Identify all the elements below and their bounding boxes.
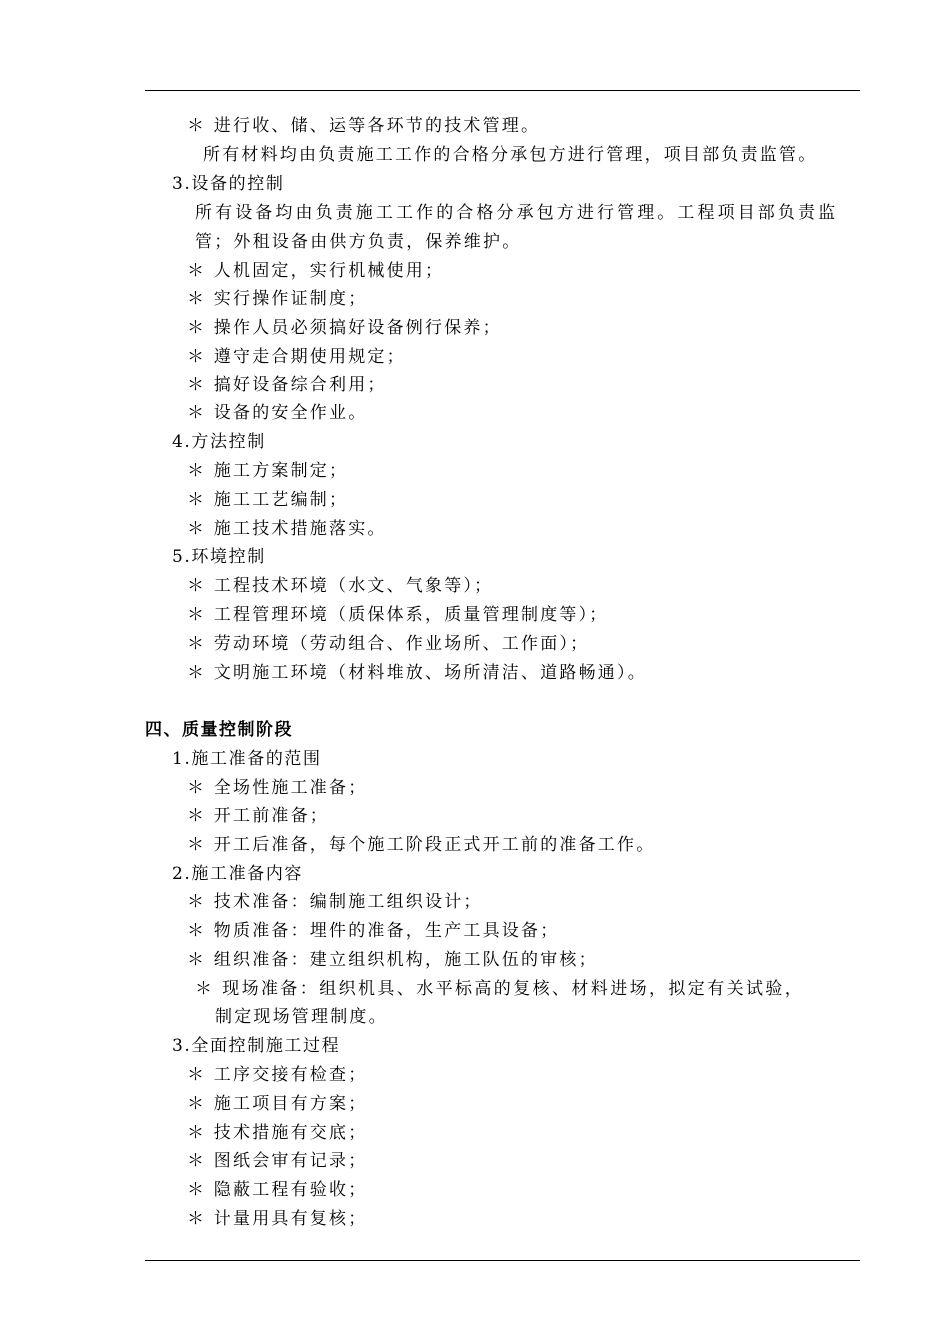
bullet-item: ＊ 遵守走合期使用规定； [187, 347, 406, 367]
paragraph-text: 制定现场管理制度。 [215, 1007, 388, 1027]
bullet-item: ＊ 操作人员必须搞好设备例行保养； [187, 318, 502, 338]
footer-rule [145, 1260, 860, 1261]
bullet-item: ＊ 进行收、储、运等各环节的技术管理。 [187, 116, 541, 136]
bullet-item: ＊ 技术准备：编制施工组织设计； [187, 892, 483, 912]
bullet-item: ＊ 技术措施有交底； [187, 1123, 368, 1143]
bullet-item: ＊ 隐蔽工程有验收； [187, 1180, 368, 1200]
bullet-item: ＊ 组织准备：建立组织机构，施工队伍的审核； [187, 950, 598, 970]
section-heading: 四、质量控制阶段 [145, 720, 293, 740]
bullet-item: ＊ 劳动环境（劳动组合、作业场所、工作面）； [187, 634, 590, 654]
header-rule [145, 90, 860, 91]
bullet-item: ＊ 开工后准备，每个施工阶段正式开工前的准备工作。 [187, 835, 656, 855]
bullet-item: ＊ 工程管理环境（质保体系，质量管理制度等）； [187, 605, 609, 625]
bullet-item: ＊ 计量用具有复核； [187, 1209, 368, 1229]
paragraph-text: 所有材料均由负责施工工作的合格分承包方进行管理，项目部负责监管。 [203, 145, 818, 165]
bullet-item: ＊ 施工技术措施落实。 [187, 519, 387, 539]
bullet-item: ＊ 文明施工环境（材料堆放、场所清洁、道路畅通）。 [187, 663, 647, 683]
bullet-item: ＊ 工序交接有检查； [187, 1065, 368, 1085]
bullet-item: ＊ 工程技术环境（水文、气象等）； [187, 576, 494, 596]
bullet-item: ＊ 实行操作证制度； [187, 289, 368, 309]
bullet-item: ＊ 施工方案制定； [187, 461, 349, 481]
bullet-item: ＊ 设备的安全作业。 [187, 403, 368, 423]
bullet-item: ＊ 全场性施工准备； [187, 778, 368, 798]
bullet-item: ＊ 搞好设备综合利用； [187, 375, 387, 395]
paragraph-text: 管；外租设备由供方负责，保养维护。 [195, 232, 522, 252]
subsection-heading: 4.方法控制 [172, 432, 266, 452]
bullet-item: ＊ 开工前准备； [187, 806, 330, 826]
subsection-heading: 5.环境控制 [172, 547, 266, 567]
subsection-heading: 3.设备的控制 [172, 174, 285, 194]
bullet-item: ＊ 人机固定，实行机械使用； [187, 261, 445, 281]
bullet-item: ＊ 物质准备：埋件的准备，生产工具设备； [187, 921, 560, 941]
bullet-item: ＊ 施工项目有方案； [187, 1094, 368, 1114]
paragraph-text: 所有设备均由负责施工工作的合格分承包方进行管理。工程项目部负责监 [195, 203, 839, 223]
subsection-heading: 3.全面控制施工过程 [172, 1036, 341, 1056]
bullet-item: ＊ 现场准备：组织机具、水平标高的复核、材料进场，拟定有关试验， [195, 979, 805, 999]
subsection-heading: 1.施工准备的范围 [172, 749, 322, 769]
bullet-item: ＊ 施工工艺编制； [187, 490, 349, 510]
subsection-heading: 2.施工准备内容 [172, 864, 304, 884]
bullet-item: ＊ 图纸会审有记录； [187, 1151, 368, 1171]
